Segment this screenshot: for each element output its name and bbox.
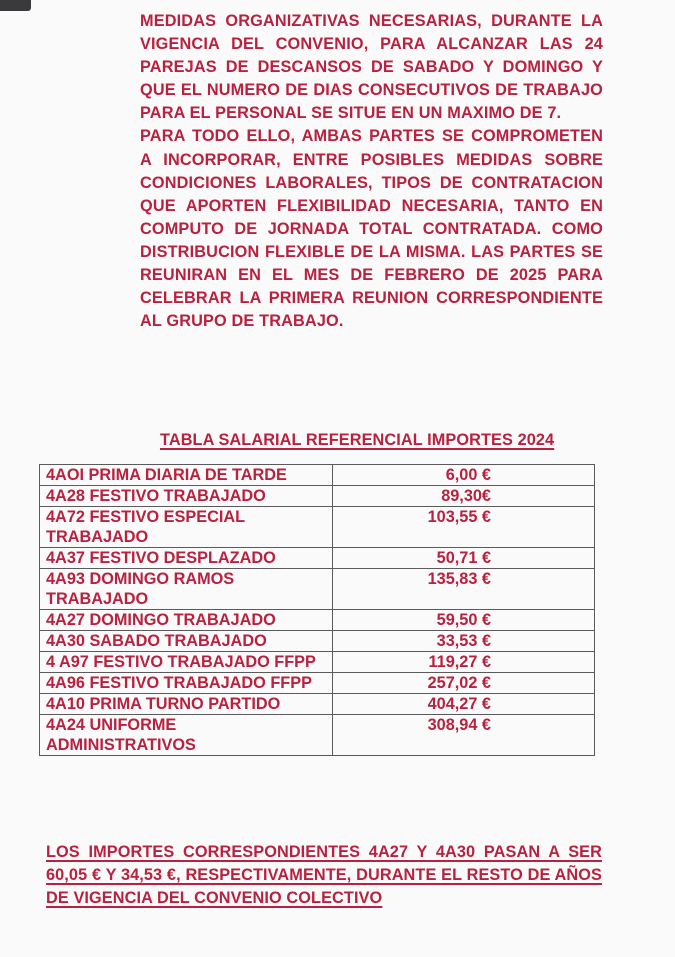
amount-cell: 59,50 € [333, 610, 595, 631]
concept-cell: 4A27 DOMINGO TRABAJADO [40, 610, 333, 631]
concept-cell: 4A24 UNIFORME ADMINISTRATIVOS [40, 715, 333, 756]
amount-cell: 404,27 € [333, 694, 595, 715]
corner-tab [0, 0, 31, 11]
amount-cell: 308,94 € [333, 715, 595, 756]
amount-cell: 50,71 € [333, 548, 595, 569]
amount-cell: 89,30€ [333, 486, 595, 507]
table-row [40, 486, 595, 507]
table-row [40, 610, 595, 631]
table-row [40, 548, 595, 569]
table-title: TABLA SALARIAL REFERENCIAL IMPORTES 2024 [160, 431, 555, 449]
concept-cell: 4A10 PRIMA TURNO PARTIDO [40, 694, 333, 715]
concept-cell: 4A93 DOMINGO RAMOS TRABAJADO [40, 569, 333, 610]
concept-cell: 4 A97 FESTIVO TRABAJADO FFPP [40, 652, 333, 673]
amount-cell: 119,27 € [333, 652, 595, 673]
table-row [40, 652, 595, 673]
concept-cell: 4A28 FESTIVO TRABAJADO [40, 486, 333, 507]
table-row [40, 694, 595, 715]
concept-cell: 4AOI PRIMA DIARIA DE TARDE [40, 465, 333, 486]
footnote-text: LOS IMPORTES CORRESPONDIENTES 4A27 Y 4A30 PASAN A SER 60,05 € Y 34,53 €, RESPECTIVAMENTE, DURANTE EL RESTO DE AÑOS DE VIGENCIA DEL CONVENIO COLECTIVO [46, 843, 602, 907]
amount-cell: 257,02 € [333, 673, 595, 694]
concept-cell: 4A96 FESTIVO TRABAJADO FFPP [40, 673, 333, 694]
amount-cell: 135,83 € [333, 569, 595, 610]
intro-text [140, 10, 603, 333]
table-row [40, 507, 595, 548]
amount-cell: 33,53 € [333, 631, 595, 652]
table-row [40, 631, 595, 652]
footnote [46, 841, 602, 910]
amount-cell: 103,55 € [333, 507, 595, 548]
concept-cell: 4A37 FESTIVO DESPLAZADO [40, 548, 333, 569]
intro-paragraph-1: MEDIDAS ORGANIZATIVAS NECESARIAS, DURANTE LA VIGENCIA DEL CONVENIO, PARA ALCANZAR LAS 24 PAREJAS DE DESCANSOS DE SABADO Y DOMINGO Y QUE EL NUMERO DE DIAS CONSECUTIVOS DE TRABAJO PARA EL PERSONAL SE SITUE EN UN MAXIMO DE 7. [140, 12, 603, 123]
salary-table [39, 464, 595, 756]
concept-cell: 4A30 SABADO TRABAJADO [40, 631, 333, 652]
intro-paragraph-2: PARA TODO ELLO, AMBAS PARTES SE COMPROMETEN A INCORPORAR, ENTRE POSIBLES MEDIDAS SOBRE CONDICIONES LABORALES, TIPOS DE CONTRATACION QUE APORTEN FLEXIBILIDAD NECESARIA, TANTO EN COMPUTO DE JORNADA TOTAL CONTRATADA. COMO DISTRIBUCION FLEXIBLE DE LA MISMA. LAS PARTES SE REUNIRAN EN EL MES DE FEBRERO DE 2025 PARA CELEBRAR LA PRIMERA REUNION CORRESPONDIENTE AL GRUPO DE TRABAJO. [140, 127, 603, 331]
amount-cell: 6,00 € [333, 465, 595, 486]
table-row [40, 715, 595, 756]
table-row [40, 465, 595, 486]
table-row [40, 569, 595, 610]
concept-cell: 4A72 FESTIVO ESPECIAL TRABAJADO [40, 507, 333, 548]
table-row [40, 673, 595, 694]
